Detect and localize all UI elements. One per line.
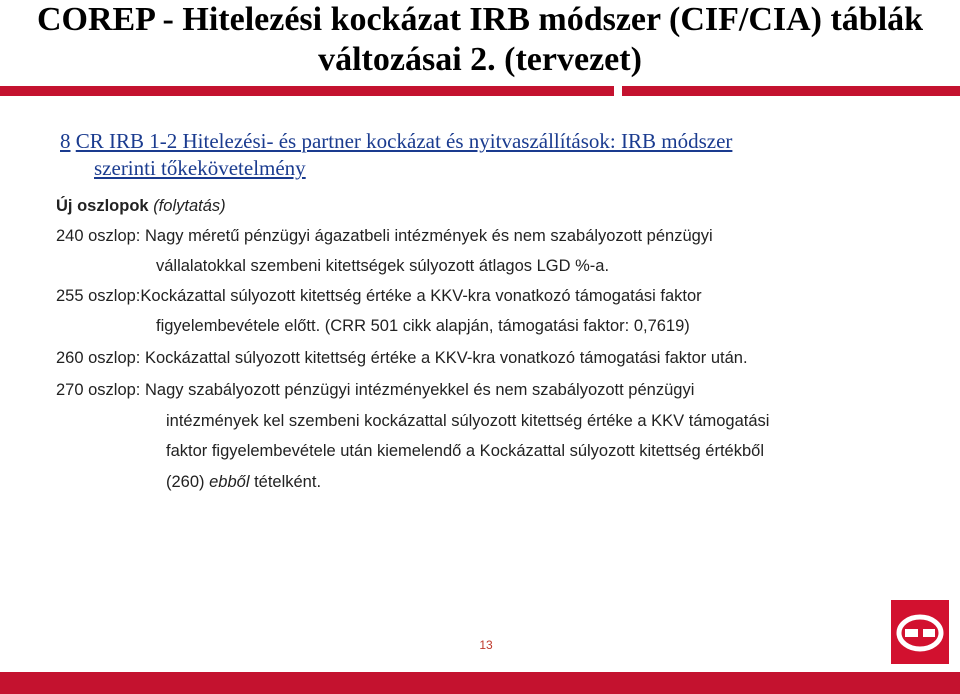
column-270-line-3: faktor figyelembevétele után kiemelendő a Kockázattal súlyozott kitettség értékből bbox=[166, 442, 764, 460]
section-heading-line-2: szerinti tőkekövetelmény bbox=[94, 156, 306, 180]
page-number: 13 bbox=[479, 638, 493, 652]
top-bar-separator bbox=[614, 86, 622, 96]
slide-title-line-1: COREP - Hitelezési kockázat IRB módszer (CIF/CIA) táblák bbox=[36, 1, 924, 38]
subheading bbox=[56, 194, 936, 218]
column-255-line-2: figyelembevétele előtt. (CRR 501 cikk alapján, támogatási faktor: 0,7619) bbox=[156, 317, 690, 335]
column-240-line-1: 240 oszlop: Nagy méretű pénzügyi ágazatbeli intézmények és nem szabályozott pénzügyi bbox=[56, 227, 713, 245]
section-number: 8 bbox=[60, 129, 71, 153]
column-270-line-4-end: tételként. bbox=[249, 473, 322, 491]
column-270-line-4-italic: ebből bbox=[209, 473, 250, 491]
section-heading-line-1: CR IRB 1-2 Hitelezési- és partner kockázat és nyitvaszállítások: IRB módszer bbox=[75, 129, 733, 153]
column-240-line-2: vállalatokkal szembeni kitettségek súlyozott átlagos LGD %-a. bbox=[156, 257, 610, 275]
section-heading bbox=[60, 128, 920, 182]
top-red-bar bbox=[0, 86, 960, 96]
column-270-line-4 bbox=[166, 470, 960, 494]
bottom-red-bar bbox=[0, 672, 960, 694]
bank-logo-icon bbox=[891, 600, 949, 664]
slide-title bbox=[0, 0, 960, 80]
column-270-line-4-start: (260) bbox=[166, 473, 210, 491]
slide-title-line-2: változásai 2. (tervezet) bbox=[318, 41, 642, 78]
subheading-bold: Új oszlopok bbox=[56, 197, 149, 215]
column-255-line-1: 255 oszlop:Kockázattal súlyozott kitettség értéke a KKV-kra vonatkozó támogatási faktor bbox=[56, 287, 702, 305]
subheading-italic: (folytatás) bbox=[153, 197, 226, 215]
column-270-line-1: 270 oszlop: Nagy szabályozott pénzügyi intézményekkel és nem szabályozott pénzügyi bbox=[56, 381, 695, 399]
column-260-line-1: 260 oszlop: Kockázattal súlyozott kitettség értéke a KKV-kra vonatkozó támogatási faktor után. bbox=[56, 349, 748, 367]
column-270-line-2: intézmények kel szembeni kockázattal súlyozott kitettség értéke a KKV támogatási bbox=[166, 412, 770, 430]
